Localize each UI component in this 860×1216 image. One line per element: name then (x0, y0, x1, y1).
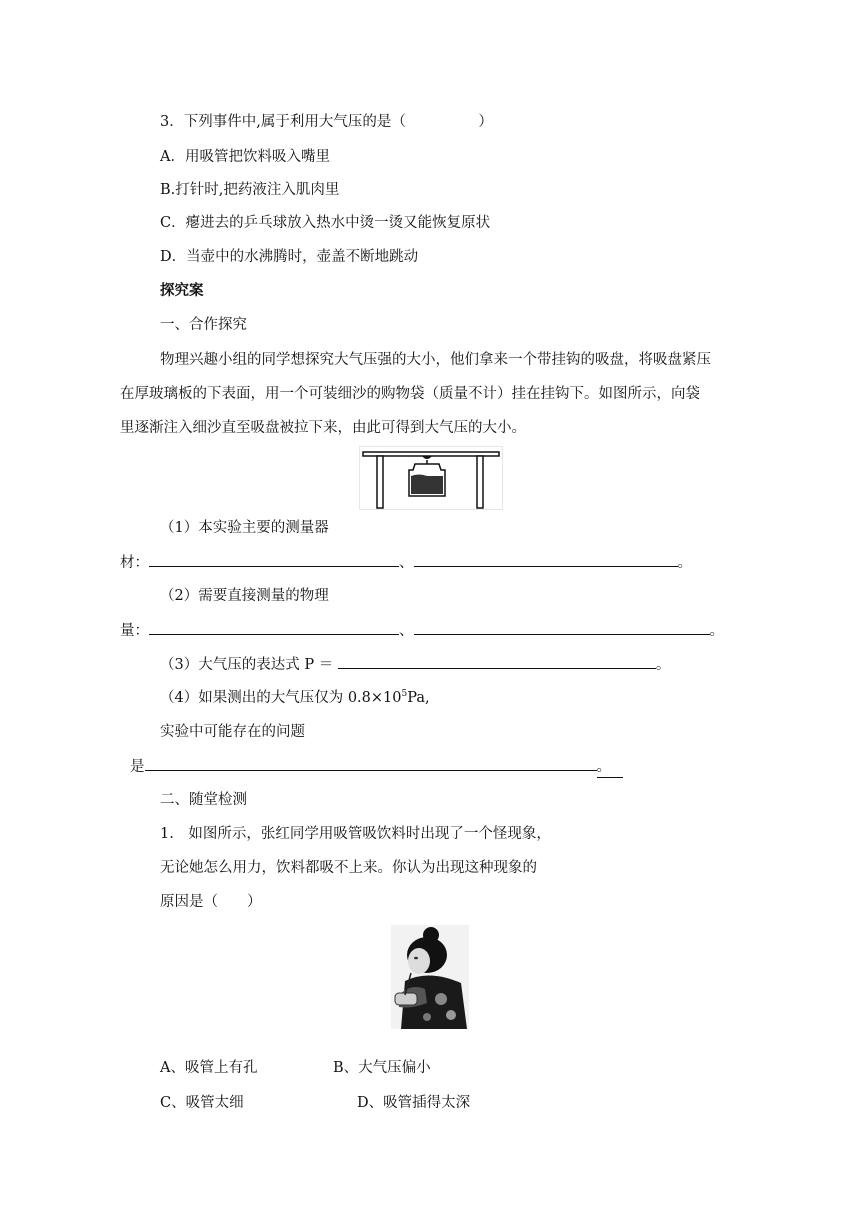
sub-question-4-prefix: （4）如果测出的大气压仅为 0.8×10 (160, 690, 402, 706)
q3-option-b: B.打针时,把药液注入肌肉里 (160, 182, 340, 198)
separator: 、 (399, 555, 414, 571)
sub-question-4-line-1 (160, 688, 430, 708)
q3-option-d: D．当壶中的水沸腾时，壶盖不断地跳动 (160, 249, 419, 265)
sub-question-4-label: 是 (130, 759, 145, 775)
girl-drinking-icon (391, 925, 469, 1029)
answer-blank-3[interactable] (338, 654, 656, 669)
answer-blank-2a[interactable] (149, 620, 399, 635)
period: 。 (597, 757, 624, 778)
part1-paragraph-line-3: 里逐渐注入细沙直至吸盘被拉下来，由此可得到大气压的大小。 (120, 420, 526, 436)
sub-question-3 (160, 654, 670, 675)
answer-blank-1a[interactable] (149, 552, 399, 567)
sub-question-3-label: （3）大气压的表达式 P ＝ (160, 657, 334, 673)
part1-paragraph-line-2: 在厚玻璃板的下表面，用一个可装细沙的购物袋（质量不计）挂在挂钩下。如图所示，向袋 (120, 386, 700, 402)
section-title: 探究案 (160, 283, 204, 299)
sub-question-1-label: 材： (120, 555, 149, 571)
sub-question-4-line-3 (130, 756, 623, 778)
part1-paragraph-line-1: 物理兴趣小组的同学想探究大气压强的大小，他们拿来一个带挂钩的吸盘，将吸盘紧压 (160, 352, 711, 368)
suction-cup-apparatus-icon (359, 446, 503, 510)
q3-option-c: C．瘪进去的乒乓球放入热水中烫一烫又能恢复原状 (160, 215, 491, 231)
part2-option-d: D、吸管插得太深 (357, 1095, 471, 1111)
period: 。 (655, 657, 671, 673)
part2-q1-line-3: 原因是（ ） (160, 894, 262, 910)
suction-cup-experiment-figure (359, 446, 503, 510)
q3-stem: 3．下列事件中,属于利用大气压的是（ ） (160, 114, 493, 130)
part2-heading: 二、随堂检测 (160, 792, 247, 808)
period: 。 (709, 623, 724, 639)
part2-option-a: A、吸管上有孔 (160, 1060, 258, 1076)
part1-heading: 一、合作探究 (160, 317, 247, 333)
sub-question-4-suffix: Pa, (407, 690, 430, 706)
answer-blank-4[interactable] (145, 756, 597, 771)
answer-blank-2b[interactable] (414, 620, 710, 635)
sub-question-2-line-1: （2）需要直接测量的物理 (160, 588, 329, 604)
sub-question-1-line-1: （1）本实验主要的测量器 (160, 520, 329, 536)
answer-blank-1b[interactable] (414, 552, 678, 567)
separator: 、 (399, 623, 414, 639)
sub-question-2-label: 量： (120, 623, 149, 639)
q3-option-a: A．用吸管把饮料吸入嘴里 (160, 149, 330, 165)
girl-drinking-figure (391, 925, 469, 1029)
sub-question-4-line-2: 实验中可能存在的问题 (160, 724, 305, 740)
sub-question-1-line-2 (120, 552, 692, 573)
exponent: 5 (401, 689, 408, 700)
part2-option-b: B、大气压偏小 (333, 1060, 431, 1076)
period: 。 (677, 555, 692, 571)
sub-question-2-line-2 (120, 620, 724, 641)
part2-option-c: C、吸管太细 (160, 1095, 244, 1111)
part2-q1-line-2: 无论她怎么用力，饮料都吸不上来。你认为出现这种现象的 (160, 860, 537, 876)
part2-q1-line-1: 1. 如图所示，张红同学用吸管吸饮料时出现了一个怪现象， (160, 826, 551, 842)
